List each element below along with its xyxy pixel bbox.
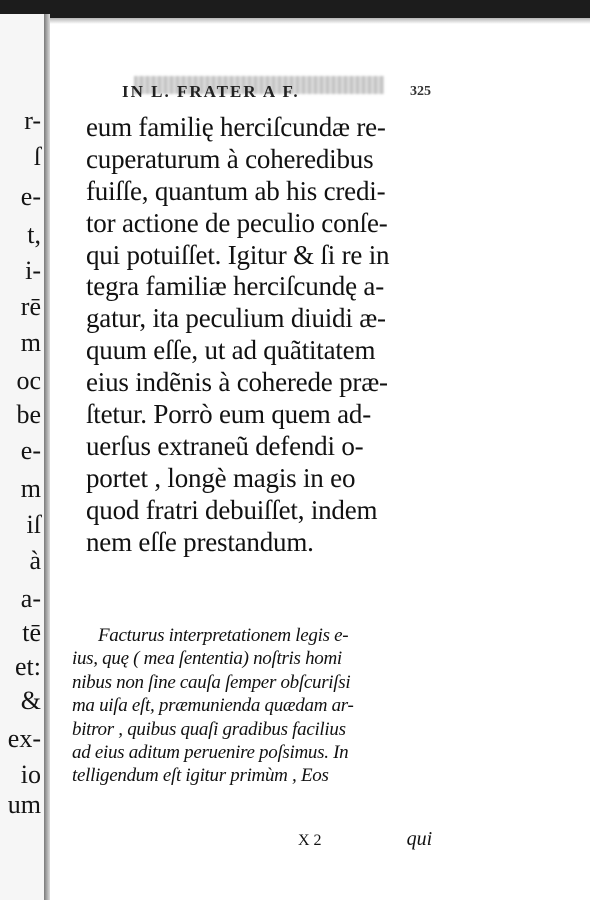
left-page-fragment: iſ	[26, 510, 41, 539]
main-text-line: portet , longè magis in eo	[86, 462, 356, 493]
main-text-line: eum familię herciſcundæ re-	[86, 112, 386, 142]
commentary-line: ma uiſa eſt, præmunienda quædam ar-	[72, 695, 354, 717]
main-text-line: uerſus extraneũ defendi o-	[86, 430, 364, 461]
commentary-line: bitror , quibus quaſi gradibus facilius	[72, 718, 346, 740]
main-text-line: qui potuiſſet. Igitur & ſi re in	[86, 239, 390, 270]
right-page	[50, 18, 590, 900]
left-page-fragment: &	[20, 686, 41, 715]
commentary-line: nibus non ſine cauſa ſemper obſcuriſsi	[72, 671, 351, 693]
left-page-fragment: um	[7, 790, 41, 819]
left-page-fragment: m	[20, 474, 41, 503]
left-page-fragment: i-	[25, 256, 41, 285]
main-text-line: cuperaturum à coheredibus	[86, 143, 374, 174]
left-page-fragment: a-	[20, 584, 41, 613]
left-page-fragment: m	[20, 328, 41, 357]
main-text-line: fuiſſe, quantum ab his credi-	[86, 175, 386, 206]
main-text-line: tegra familiæ herciſcundę a-	[86, 271, 385, 302]
left-page-fragment: rē	[20, 292, 41, 321]
left-page-fragment: ſ	[33, 142, 41, 171]
commentary-line: ius, quę ( mea ſententia) noſtris homi	[72, 648, 342, 670]
left-page-fragment: be	[16, 400, 41, 429]
commentary-line: ad eius aditum peruenire poſsimus. In	[72, 741, 349, 763]
running-head: IN L. FRATER A F.	[122, 82, 300, 101]
left-page-fragment: tē	[22, 618, 41, 647]
main-text-block	[86, 112, 506, 558]
commentary-line: Facturus interpretationem legis e-	[98, 625, 349, 646]
commentary-line: telligendum eſt igitur primùm , Eos	[72, 765, 329, 787]
main-text-line: ſtetur. Porrò eum quem ad-	[86, 399, 371, 430]
main-text-line: eius indẽnis à coherede præ-	[86, 367, 388, 398]
page-number: 325	[410, 84, 431, 99]
left-page-edge	[0, 14, 46, 900]
main-text-line: gatur, ita peculium diuidi æ-	[86, 303, 386, 334]
left-page-fragment: et:	[15, 652, 41, 681]
left-page-fragment: e-	[20, 182, 41, 211]
main-text-line: quum eſſe, ut ad quãtitatem	[86, 335, 376, 366]
catchword: qui	[406, 828, 433, 850]
page-footer	[298, 828, 432, 851]
commentary-block	[72, 624, 492, 788]
signature-mark: X 2	[298, 832, 322, 849]
main-text-line: tor actione de peculio conſe-	[86, 207, 388, 238]
left-page-fragment: r-	[24, 106, 41, 135]
left-page-fragment: e-	[20, 436, 41, 465]
left-page-fragment: t,	[27, 220, 41, 249]
left-page-fragment: oc	[16, 366, 41, 395]
left-page-fragment: à	[29, 546, 41, 575]
left-page-fragment: io	[20, 760, 41, 789]
main-text-line: nem eſſe prestandum.	[86, 526, 314, 557]
main-text-line: quod fratri debuiſſet, indem	[86, 494, 378, 525]
left-page-fragment: ex-	[7, 724, 41, 753]
